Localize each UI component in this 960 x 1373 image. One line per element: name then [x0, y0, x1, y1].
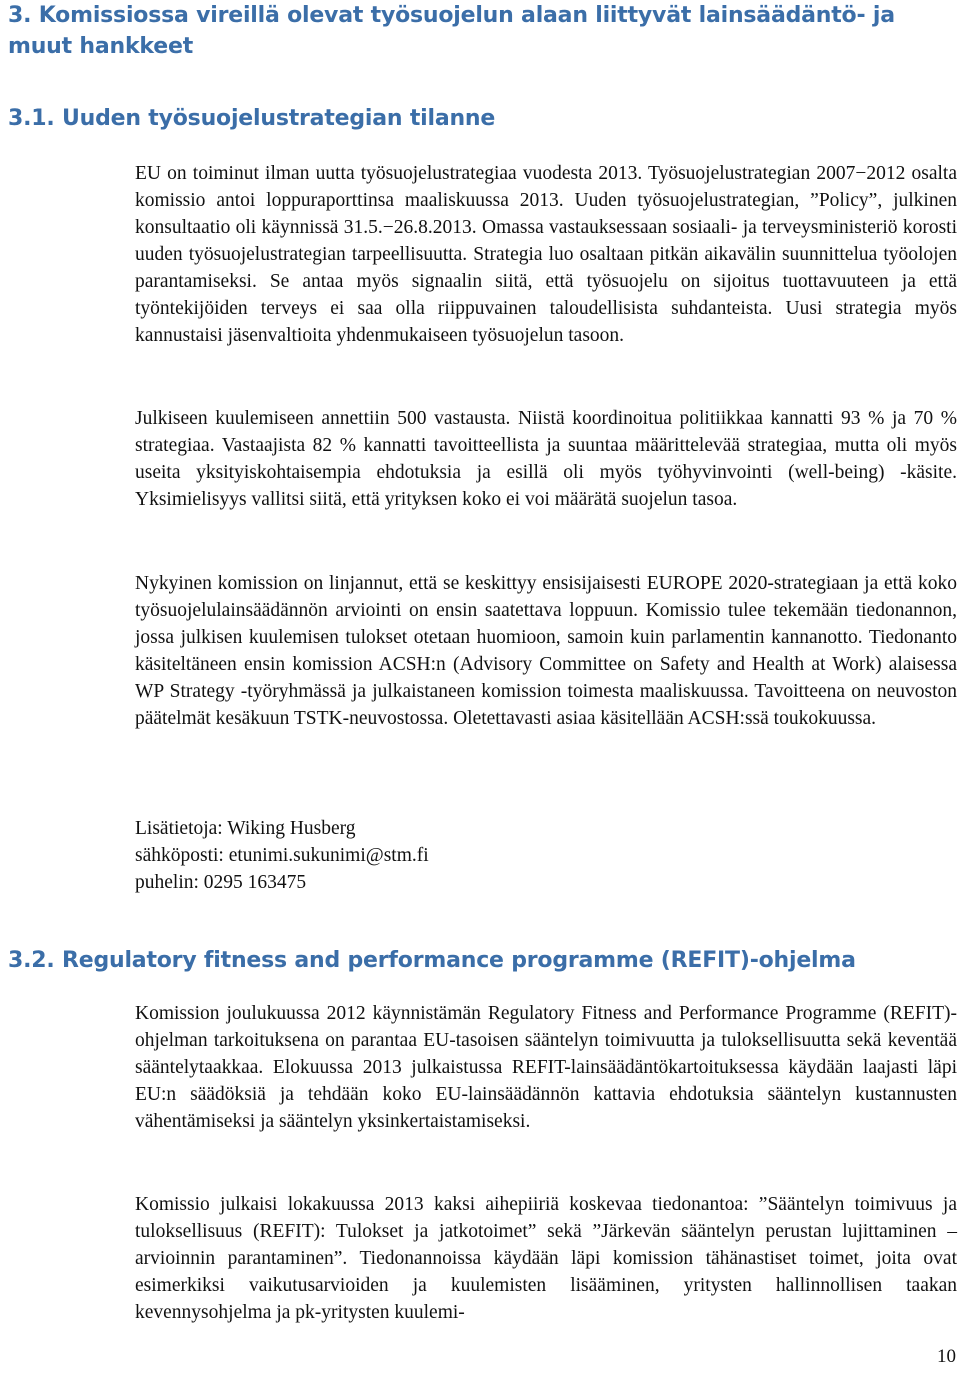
refit-intro-paragraph: Komission joulukuussa 2012 käynnistämän Regulatory Fitness and Performance Programme (REFIT)-ohjelman tarkoituksena on parantaa EU-tasoisen sääntelyn toimivuutta ja tuloksellisuutta sekä keventää sääntelytaakkaa. Elokuussa 2013 julkaistussa REFIT-lainsäädäntökartoituksessa käydään laajasti läpi EU:n säädöksiä ja tehdään koko EU-lainsäädännön kattavia ehdotuksia sääntelyn kustannusten vähentämiseksi ja sääntelyn yksinkertaistamiseksi.	[135, 1003, 957, 1132]
strategy-status-paragraph: EU on toiminut ilman uutta työsuojelustrategiaa vuodesta 2013. Työsuojelustrategian 2007−2012 osalta komissio antoi loppuraporttinsa maaliskuussa 2013. Uuden työsuojelustrategian, ”Policy”, julkinen konsultaatio oli käynnissä 31.5.−26.8.2013. Omassa vastauksessaan sosiaali- ja terveysministeriö korosti uuden työsuojelustrategian tarpeellisuutta. Strategia luo osaltaan pitkän aikavälin suunnittelua työolojen parantamiseksi. Se antaa myös signaalin siitä, että työsuojelu on sijoitus tuottavuuteen ja että työntekijöiden terveys ei saa olla riippuvainen taloudellisista suhdanteista. Uusi strategia myös kannustaisi jäsenvaltioita yhdenmukaiseen työsuojelun tasoon.	[135, 163, 957, 346]
section-3-heading: 3. Komissiossa vireillä olevat työsuojelun alaan liittyvät lainsäädäntö- ja muut hankkeet	[8, 3, 895, 59]
contact-info	[135, 815, 429, 896]
contact-email: sähköposti: etunimi.sukunimi@stm.fi	[135, 845, 429, 866]
page-number: 10	[937, 1346, 956, 1367]
section-3-2-heading: 3.2. Regulatory fitness and performance programme (REFIT)-ohjelma	[8, 948, 856, 973]
refit-communications-paragraph: Komissio julkaisi lokakuussa 2013 kaksi aihepiiriä koskevaa tiedonantoa: ”Sääntelyn toimivuus ja tuloksellisuus (REFIT): Tulokset ja jatkotoimet” sekä ”Järkevän sääntelyn perustan lujittaminen – arvioinnin parantaminen”. Tiedonannoissa käydään läpi komission tähänastiset toimet, joita ovat esimerkiksi vaikutusarvioiden ja kuulemisten lisääminen, yritysten hallinnollisen taakan kevennysohjelma ja pk-yritysten kuulemi-	[135, 1194, 957, 1323]
contact-phone: puhelin: 0295 163475	[135, 872, 307, 893]
commission-plan-paragraph: Nykyinen komission on linjannut, että se keskittyy ensisijaisesti EUROPE 2020-strategiaan ja että koko työsuojelulainsäädännön arviointi on ensin saatettava loppuun. Komissio tulee tekemään tiedonannon, jossa julkisen kuulemisen tulokset otetaan huomioon, samoin kuin parlamentin kannanotto. Tiedonanto käsiteltäneen ensin komission ACSH:n (Advisory Committee on Safety and Health at Work) alaisessa WP Strategy -työryhmässä ja julkaistaneen komission toimesta maaliskuussa. Tavoitteena on neuvoston päätelmät kesäkuun TSTK-neuvostossa. Oletettavasti asiaa käsitellään ACSH:ssä toukokuussa.	[135, 573, 957, 729]
consultation-results-paragraph: Julkiseen kuulemiseen annettiin 500 vastausta. Niistä koordinoitua politiikkaa kannatti 93 % ja 70 % strategiaa. Vastaajista 82 % kannatti tavoitteellista ja suuntaa määrittelevää strategiaa, mutta oli myös useita yksityiskohtaisempia ehdotuksia ja esillä oli myös työhyvinvointi (well-being) -käsite. Yksimielisyys vallitsi siitä, että yrityksen koko ei voi määrätä suojelun tasoa.	[135, 408, 957, 510]
section-3-1-heading: 3.1. Uuden työsuojelustrategian tilanne	[8, 106, 496, 131]
contact-person: Lisätietoja: Wiking Husberg	[135, 818, 356, 839]
